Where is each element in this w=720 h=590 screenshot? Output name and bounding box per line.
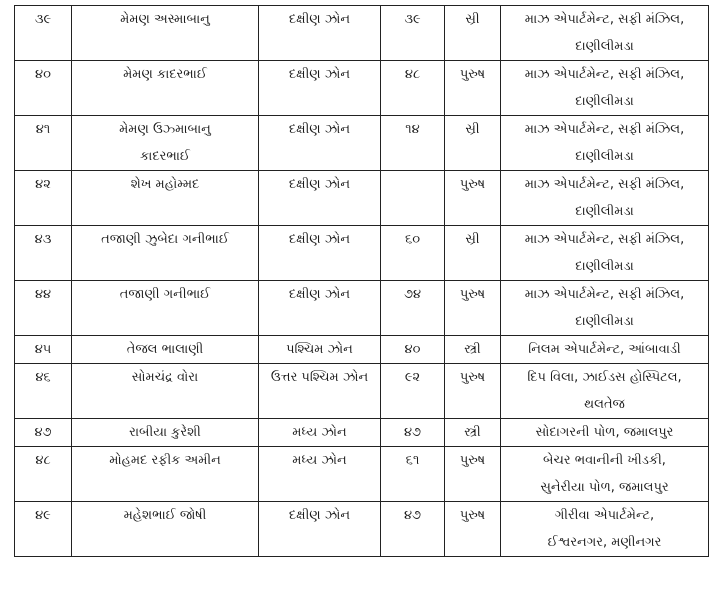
name-line: કાદરભાઈ (140, 149, 190, 164)
address-line: ગીરીવા એપાર્ટમેન્ટ, (554, 508, 655, 523)
address-line: દાણીલીમડા (575, 94, 634, 109)
age-cell: ૩૯ (381, 6, 445, 61)
address-line: ઈશ્વરનગર, મણીનગર (547, 535, 662, 550)
gender-cell: પુરુષ (445, 171, 501, 226)
address-cell (501, 171, 709, 226)
name-line: મોહમદ રફીક અમીન (109, 453, 221, 468)
address-line: દાણીલીમડા (575, 149, 634, 164)
table-row (15, 447, 709, 502)
serial-number-cell: ૪૮ (15, 447, 72, 502)
serial-number-cell: ૪૬ (15, 364, 72, 419)
address-cell (501, 61, 709, 116)
name-line: મેમણ ઉઝ્માબાનુ (119, 122, 211, 137)
zone-cell: દક્ષીણ ઝોન (259, 502, 381, 557)
age-cell: ૪૭ (381, 419, 445, 447)
address-line: સોદાગરની પોળ, જમાલપુર (535, 425, 674, 440)
name-cell (72, 447, 259, 502)
gender-cell: પુરુષ (445, 281, 501, 336)
address-line: દિપ વિલા, ઝાઈડસ હોસ્પિટલ, (527, 370, 682, 385)
age-cell (381, 171, 445, 226)
address-line: દાણીલીમડા (575, 204, 634, 219)
address-cell (501, 336, 709, 364)
zone-cell: મધ્ય ઝોન (259, 447, 381, 502)
address-cell (501, 226, 709, 281)
age-cell: ૬૧ (381, 447, 445, 502)
address-line: દાણીલીમડા (575, 39, 634, 54)
serial-number-cell: ૪૦ (15, 61, 72, 116)
address-line: બેચર ભવાનીની ખીડકી, (543, 453, 666, 468)
name-line: તજાણી ગનીભાઈ (119, 287, 211, 302)
patient-list-page (14, 5, 708, 557)
address-line: થલતેજ (584, 397, 625, 412)
table-row (15, 61, 709, 116)
address-line: માઝ એપાર્ટમેન્ટ, સફી મંઝિલ, (524, 232, 685, 247)
name-cell (72, 419, 259, 447)
name-line: મેમણ અસ્માબાનુ (120, 12, 210, 27)
zone-cell: મધ્ય ઝોન (259, 419, 381, 447)
address-line: માઝ એપાર્ટમેન્ટ, સફી મંઝિલ, (524, 287, 685, 302)
name-cell (72, 171, 259, 226)
address-cell (501, 447, 709, 502)
name-line: શેખ મહોમ્મદ (130, 177, 200, 192)
serial-number-cell: ૪૧ (15, 116, 72, 171)
age-cell: ૭૪ (381, 281, 445, 336)
address-line: માઝ એપાર્ટમેન્ટ, સફી મંઝિલ, (524, 122, 685, 137)
name-cell (72, 336, 259, 364)
gender-cell: સ્રી (445, 226, 501, 281)
name-cell (72, 364, 259, 419)
serial-number-cell: ૪૪ (15, 281, 72, 336)
address-cell (501, 281, 709, 336)
serial-number-cell: ૪૯ (15, 502, 72, 557)
serial-number-cell: ૪૫ (15, 336, 72, 364)
zone-cell: દક્ષીણ ઝોન (259, 116, 381, 171)
table-row (15, 116, 709, 171)
name-cell (72, 226, 259, 281)
address-line: માઝ એપાર્ટમેન્ટ, સફી મંઝિલ, (524, 177, 685, 192)
table-row (15, 336, 709, 364)
table-row (15, 364, 709, 419)
address-cell (501, 364, 709, 419)
zone-cell: દક્ષીણ ઝોન (259, 61, 381, 116)
zone-cell: દક્ષીણ ઝોન (259, 281, 381, 336)
name-line: સોમચંદ્ર વોરા (131, 370, 199, 385)
zone-cell: દક્ષીણ ઝોન (259, 226, 381, 281)
address-cell (501, 502, 709, 557)
name-cell (72, 502, 259, 557)
address-cell (501, 116, 709, 171)
age-cell: ૬૦ (381, 226, 445, 281)
address-line: સુનેરીયા પોળ, જમાલપુર (540, 480, 669, 495)
zone-cell: ઉત્તર પશ્ચિમ ઝોન (259, 364, 381, 419)
gender-cell: સ્રી (445, 6, 501, 61)
table-row (15, 6, 709, 61)
serial-number-cell: ૪૨ (15, 171, 72, 226)
gender-cell: સ્રી (445, 116, 501, 171)
name-line: રાબીયા કુરેશી (129, 425, 201, 440)
address-line: દાણીલીમડા (575, 314, 634, 329)
table-row (15, 171, 709, 226)
address-line: માઝ એપાર્ટમેન્ટ, સફી મંઝિલ, (524, 67, 685, 82)
address-line: નિલમ એપાર્ટમેન્ટ, આંબાવાડી (528, 342, 681, 357)
age-cell: ૧૪ (381, 116, 445, 171)
name-cell (72, 116, 259, 171)
gender-cell: પુરુષ (445, 364, 501, 419)
serial-number-cell: ૩૯ (15, 6, 72, 61)
table-row (15, 502, 709, 557)
gender-cell: પુરુષ (445, 447, 501, 502)
age-cell: ૪૮ (381, 61, 445, 116)
name-line: તેજલ ભાલાણી (126, 342, 204, 357)
gender-cell: પુરુષ (445, 61, 501, 116)
zone-cell: દક્ષીણ ઝોન (259, 171, 381, 226)
name-cell (72, 281, 259, 336)
patient-table-body (15, 6, 709, 557)
name-line: મેમણ કાદરભાઈ (123, 67, 207, 82)
address-line: દાણીલીમડા (575, 259, 634, 274)
serial-number-cell: ૪૩ (15, 226, 72, 281)
zone-cell: પશ્ચિમ ઝોન (259, 336, 381, 364)
serial-number-cell: ૪૭ (15, 419, 72, 447)
address-line: માઝ એપાર્ટમેન્ટ, સફી મંઝિલ, (524, 12, 685, 27)
name-line: તજાણી ઝુબેદા ગનીભાઈ (101, 232, 229, 247)
zone-cell: દક્ષીણ ઝોન (259, 6, 381, 61)
gender-cell: પુરુષ (445, 502, 501, 557)
age-cell: ૪૦ (381, 336, 445, 364)
address-cell (501, 419, 709, 447)
table-row (15, 226, 709, 281)
table-row (15, 419, 709, 447)
age-cell: ૯૨ (381, 364, 445, 419)
patient-table (14, 5, 709, 557)
gender-cell: સ્ત્રી (445, 419, 501, 447)
gender-cell: સ્ત્રી (445, 336, 501, 364)
age-cell: ૪૭ (381, 502, 445, 557)
name-line: મહેશભાઈ જોષી (123, 508, 207, 523)
name-cell (72, 61, 259, 116)
table-row (15, 281, 709, 336)
address-cell (501, 6, 709, 61)
name-cell (72, 6, 259, 61)
